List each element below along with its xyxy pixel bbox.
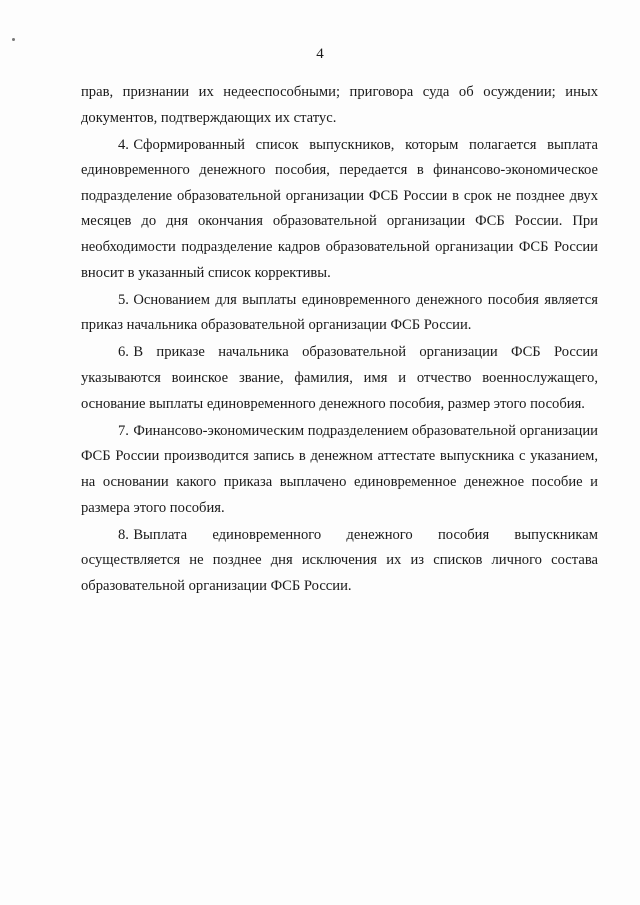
paragraph-5 bbox=[81, 288, 598, 339]
paragraph-number: 7. bbox=[118, 422, 129, 439]
paragraph-text: Основанием для выплаты единовременного денежного пособия является приказ начальника образовательной организации ФСБ России. bbox=[81, 291, 598, 334]
scan-speck bbox=[12, 38, 15, 41]
paragraph-8 bbox=[81, 523, 598, 600]
paragraph-text: прав, признании их недееспособными; приговора суда об осуждении; иных документов, подтверждающих их статус. bbox=[81, 84, 598, 126]
document-body bbox=[81, 80, 598, 601]
page-number: 4 bbox=[316, 46, 324, 62]
paragraph-7 bbox=[81, 419, 598, 521]
paragraph-text: Финансово-экономическим подразделением образовательной организации ФСБ России производится запись в денежном аттестате выпускника с указанием, на основании какого приказа выплачено единовременное денежное пособие и размера этого пособия. bbox=[81, 422, 598, 516]
paragraph-number: 4. bbox=[118, 136, 129, 153]
paragraph-number: 6. bbox=[118, 344, 129, 361]
paragraph-6 bbox=[81, 340, 598, 417]
paragraph-text: В приказе начальника образовательной организации ФСБ России указываются воинское звание, фамилия, имя и отчество военнослужащего, основание выплаты единовременного денежного пособия, размер этого пособия. bbox=[81, 344, 598, 412]
paragraph-number: 8. bbox=[118, 526, 129, 543]
paragraph-4 bbox=[81, 133, 598, 287]
paragraph-text: Сформированный список выпускников, которым полагается выплата единовременного денежного пособия, передается в финансово-экономическое подразделение образовательной организации ФСБ России в срок не позднее двух месяцев до дня окончания образовательной организации ФСБ России. При необходимости подразделение кадров образовательной организации ФСБ России вносит в указанный список коррективы. bbox=[81, 136, 598, 281]
paragraph-continuation bbox=[81, 80, 598, 131]
paragraph-number: 5. bbox=[118, 291, 129, 308]
paragraph-text: Выплата единовременного денежного пособия выпускникам осуществляется не позднее дня исключения их из списков личного состава образовательной организации ФСБ России. bbox=[81, 526, 598, 594]
